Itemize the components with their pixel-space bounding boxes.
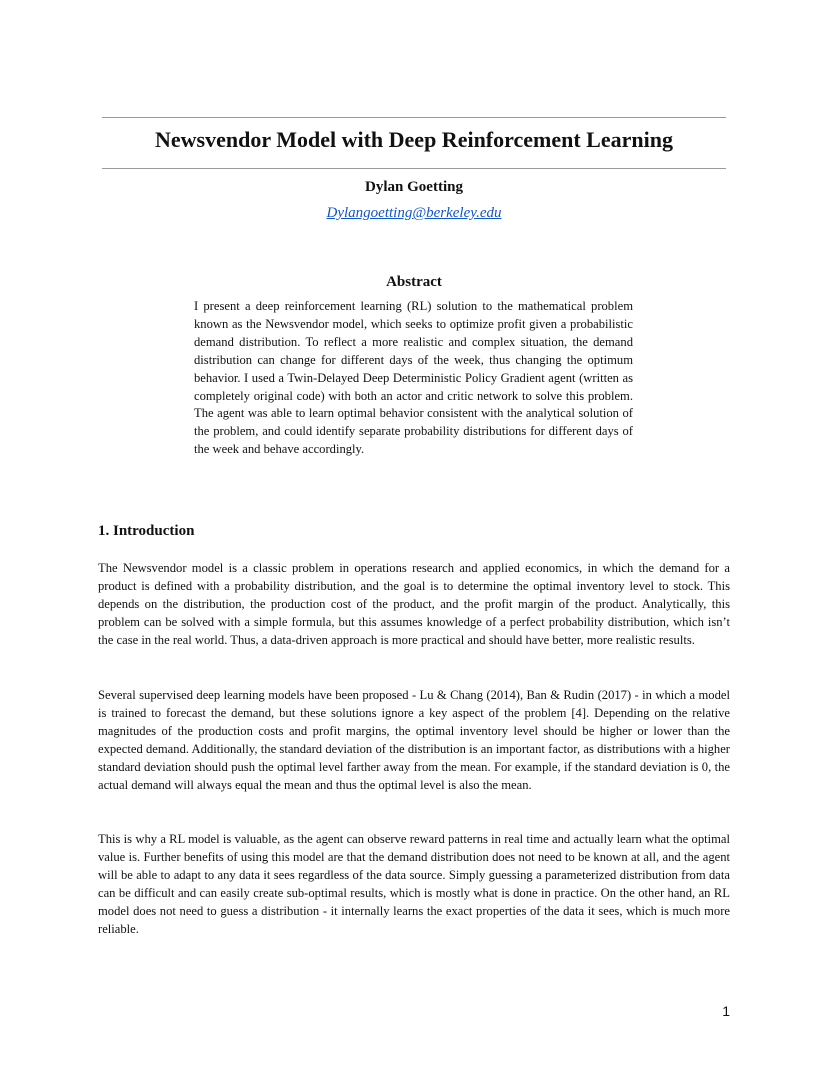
title-rule-top xyxy=(102,117,726,118)
author-email-link[interactable]: Dylangoetting@berkeley.edu xyxy=(326,205,502,221)
paper-title: Newsvendor Model with Deep Reinforcement Learning xyxy=(155,127,673,152)
title-rule-bottom xyxy=(102,168,726,169)
abstract-heading: Abstract xyxy=(386,274,442,290)
page-number: 1 xyxy=(722,1003,730,1019)
abstract-text: I present a deep reinforcement learning (RL) solution to the mathematical problem known as the Newsvendor model, which seeks to optimize profit given a probabilistic demand distribution. To reflect a more realistic and complex situation, the demand distribution can change for different days of the week, thus changing the optimum behavior. I used a Twin-Delayed Deep Deterministic Policy Gradient agent (written as completely original code) with both an actor and critic network to solve this problem. The agent was able to learn optimal behavior consistent with the analytical solution of the problem, and could identify separate probability distributions for different days of the week and behave accordingly. xyxy=(194,299,633,457)
section-heading-introduction: 1. Introduction xyxy=(98,523,195,539)
author-email-line xyxy=(102,203,726,223)
author-name: Dylan Goetting xyxy=(365,179,463,195)
intro-paragraph-3: This is why a RL model is valuable, as the agent can observe reward patterns in real time and actually learn what the optimal value is. Further benefits of using this model are that the demand distribution does not need to be known at all, and the agent will be able to adapt to any data it sees regardless of the data source. Simply guessing a parameterized distribution from data can be difficult and can easily create sub-optimal results, which is mostly what is done in practice. On the other hand, an RL model does not need to guess a distribution - it internally learns the exact properties of the data it sees, which is much more reliable. xyxy=(98,832,730,937)
intro-paragraph-2: Several supervised deep learning models have been proposed - Lu & Chang (2014), Ban & Rudin (2017) - in which a model is trained to forecast the demand, but these solutions ignore a key aspect of the problem [4]. Depending on the relative magnitudes of the production costs and profit margins, the optimal inventory level should be higher or lower than the expected demand. Additionally, the standard deviation of the distribution is an important factor, as distributions with a higher standard deviation should push the optimal level farther away from the mean. For example, if the standard deviation is 0, the actual demand will always equal the mean and thus the optimal level is also the mean. xyxy=(98,688,730,793)
intro-paragraph-1: The Newsvendor model is a classic problem in operations research and applied economics, in which the demand for a product is defined with a probability distribution, and the goal is to determine the optimal inventory level to stock. This depends on the distribution, the production cost of the product, and the profit margin of the product. Analytically, this problem can be solved with a simple formula, but this assumes knowledge of a perfect probability distribution, which isn’t the case in the real world. Thus, a data-driven approach is more practical and should have better, more realistic results. xyxy=(98,561,730,648)
